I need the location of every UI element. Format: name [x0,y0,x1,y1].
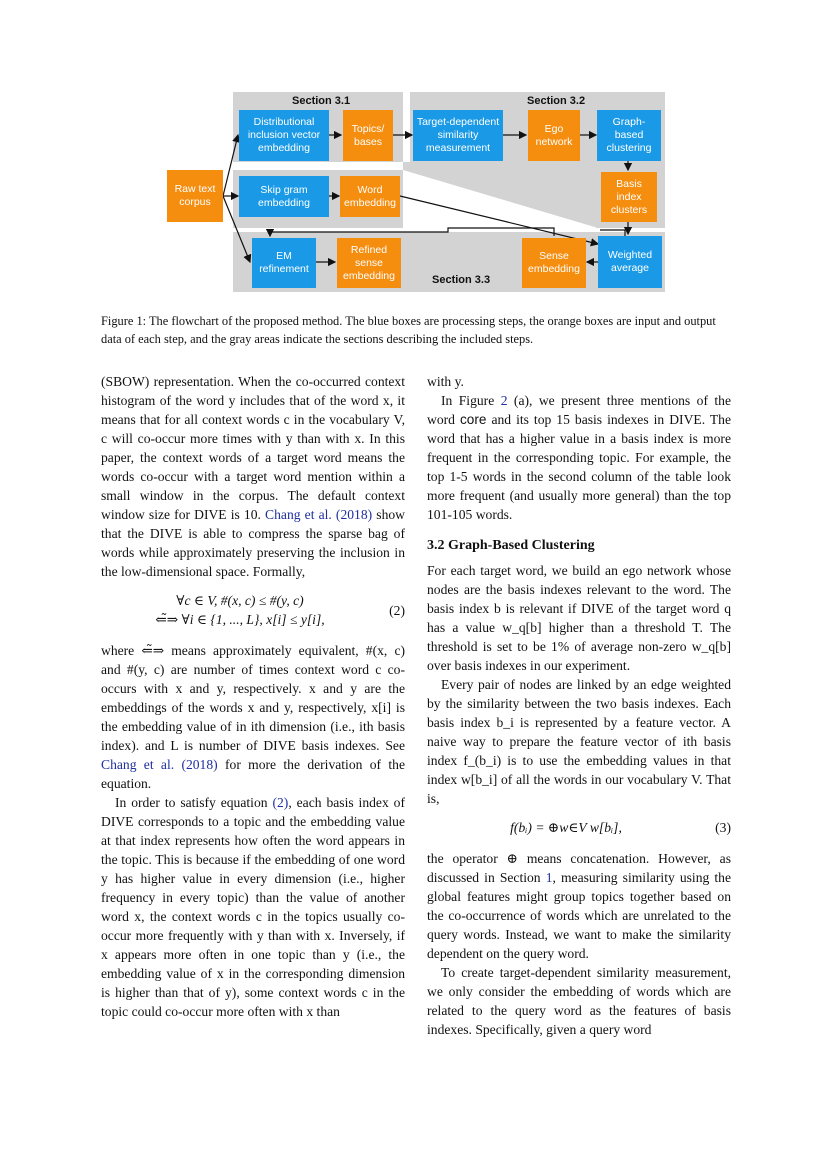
paragraph: Every pair of nodes are linked by an edge weighted by the similarity between the two basis indexes. Each basis index b_i is represented by a feature vector. A naive way to prepare the feature vector of ith basis index f_(b_i) is to use the embedding values in that index w[b_i] of all the words in our vocabulary V. That is, [427,677,731,806]
paragraph-text: , measuring similarity using the global features might group topics together based on the co-occurrence of words which are unrelated to the query words. Instead, we want to make the similarity dependent on the query word. [427,870,731,961]
right-column [427,372,731,1039]
graph-based-clustering-box: Graph- based clustering [597,110,661,161]
equation-reference-link[interactable]: (2) [272,795,289,810]
paragraph: To create target-dependent similarity measurement, we only consider the embedding of words which are related to the query word as the features of basis indexes. Specifically, given a query word [427,965,731,1037]
ego-network-box: Ego network [528,110,580,161]
section-reference-link[interactable]: 1 [545,870,553,885]
section-3-3-label: Section 3.3 [432,274,491,286]
paragraph [101,372,405,581]
figure-caption: Figure 1: The flowchart of the proposed method. The blue boxes are processing steps, the orange boxes are input and output data of each step, and the gray areas indicate the sections describing the included steps. [101,314,716,346]
citation-link[interactable]: Chang et al. (2018) [265,507,373,522]
paragraph-text: the operator ⊕ means concatenation. However, as discussed in Section [427,851,731,885]
paragraph-text: (a), we present three mentions of the word [427,393,732,427]
citation-link[interactable]: Chang et al. (2018) [101,757,218,772]
paragraph-text: (SBOW) representation. When the co-occurred context histogram of the word y includes that of the word x, it means that for all context words c in the vocabulary V, c will co-occur more times with y than with x. In this paper, the context words of a target word means the words co-occur with a target word mention within a small window in the corpus. The default context window size for DIVE is 10. [101,374,405,522]
weighted-average-box: Weighted average [598,236,662,288]
section-3-1-label: Section 3.1 [292,95,351,107]
paragraph [427,849,731,963]
sense-embedding-box: Sense embedding [522,238,586,288]
em-refinement-box: EM refinement [252,238,316,288]
example-word: core [459,412,487,427]
equation-number: (3) [715,820,731,835]
paragraph-text: , each basis index of DIVE corresponds to a topic and the embedding value at that index represents how often the word appears in the topic. This is because if the embedding of one word y has higher value in every dimension (i.e., higher frequency in every topic) than the value of another word x, the context words c in the topics usually co-occur more frequently with y than with x. Inversely, if x appears more often in one topic than y (i.e., the embedding value of x in the corresponding dimension is higher than that of y), some context words c in the topic could co-occur more often with x than [101,795,405,1019]
equation-body: f(bᵢ) = ⊕w∈V w[bᵢ], [510,820,622,835]
equation-3 [427,818,731,837]
word-embedding-box: Word embedding [340,176,400,217]
section-heading: 3.2 Graph-Based Clustering [427,538,595,553]
paragraph-text: In Figure [441,393,495,408]
paragraph [101,793,405,1021]
paragraph-text: and its top 15 basis indexes in DIVE. The word that has a higher value in a basis index is more frequent in the corresponding topic. For example, the top 1-5 words in the second column of the table look more frequent (and usually more general) than the top 101-105 words. [427,412,731,522]
paragraph-text: show that the DIVE is able to compress the sparse bag of words while approximately preserving the inclusion in the low-dimensional space. Formally, [101,507,405,579]
paragraph [101,641,405,793]
paragraph-text: where ⇐̃⇒ means approximately equivalent, #(x, c) and #(y, c) are number of times context word c co-occurs with x and y, respectively. x and y are the embeddings of the words x and y, respectively, x[i] is the embedding value of in ith dimension (i.e., ith basis index). and L is number of DIVE basis indexes. See [101,643,405,753]
equation-2 [101,591,405,629]
left-column [101,372,405,1021]
equation-number: (2) [389,602,405,618]
paragraph: with y. [427,374,464,389]
equation-line: ∀c ∈ V, #(x, c) ≤ #(y, c) [176,593,304,608]
section-3-2-label: Section 3.2 [527,95,586,107]
target-dependent-similarity-box: Target-dependent similarity measurement [413,110,503,161]
equation-line: ⇐̃⇒ ∀i ∈ {1, ..., L}, x[i] ≤ y[i], [155,612,325,627]
basis-index-clusters-box: Basis index clusters [601,172,657,222]
dive-embedding-box: Distributional inclusion vector embedding [239,110,329,161]
skip-gram-embedding-box: Skip gram embedding [239,176,329,217]
topics-bases-box: Topics/ bases [343,110,393,161]
paragraph: For each target word, we build an ego network whose nodes are the basis indexes relevant to the word. The basis index b is relevant if DIVE of the target word q has a value w_q[b] higher than a threshold T. The threshold is set to be 1% of average non-zero w_q[b] over basis indexes in our experiment. [427,563,731,673]
paragraph-text: for more the derivation of the equation. [101,757,405,791]
refined-sense-embedding-box: Refined sense embedding [337,238,401,288]
paragraph [427,391,731,524]
raw-text-corpus-box: Raw text corpus [167,170,223,222]
equation-body [101,591,379,629]
paragraph-text: In order to satisfy equation [115,795,268,810]
figure-reference-link[interactable]: 2 [500,393,508,408]
flowchart-figure [0,0,827,300]
